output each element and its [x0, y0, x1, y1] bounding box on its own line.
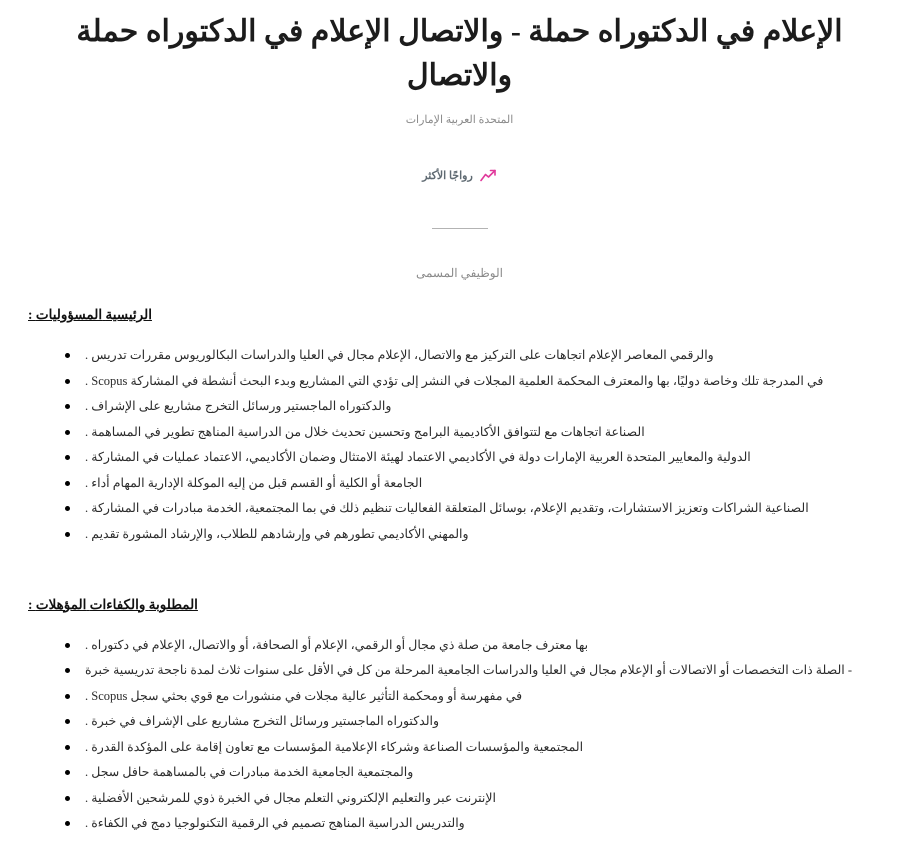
- sections: [28, 307, 879, 830]
- section: [28, 307, 879, 541]
- section-heading: : المسؤوليات الرئيسية: [28, 307, 152, 322]
- list-item: . الإشراف على مشاريع التخرج ورسائل الماجستير والدكتوراه: [28, 400, 879, 413]
- section-items: [28, 349, 879, 541]
- job-title-label: المسمى الوظيفي: [415, 266, 503, 280]
- list-item: . دكتوراه في الإعلام والاتصال، أو الصحافة، أو الإعلام الرقمي، أو مجال ذي صلة من جامعة معترف بها: [28, 639, 879, 652]
- page-title: حملة الدكتوراه في الإعلام والاتصال - حملة الدكتوراه في الإعلام والاتصال: [76, 15, 843, 92]
- trending-label: الأكثر رواجًا: [422, 170, 473, 182]
- location-label: الإمارات العربية المتحدة: [405, 114, 514, 126]
- trending-up-icon: [480, 169, 497, 182]
- list-item: خبرة تدريسية ناجحة لمدة ثلاث سنوات على الأقل في كل من المرحلة الجامعية والدراسات العليا في مجال الإعلام أو الاتصالات أو التخصصات ذات الصلة -: [28, 664, 879, 677]
- trending-badge: [0, 169, 919, 182]
- section: [28, 597, 879, 831]
- section-divider: [432, 228, 488, 229]
- section-heading: : المؤهلات والكفاءات المطلوبة: [28, 596, 198, 612]
- list-item: . الكفاءة في دمج التكنولوجيا الرقمية في تصميم المناهج الدراسية والتدريس: [28, 817, 879, 830]
- list-item: . Scopus سجل بحثي قوي مع منشورات في مجلات عالية التأثير ومحكمة أو مفهرسة في: [28, 690, 879, 703]
- list-item: . سجل حافل بالمساهمة في مبادرات الخدمة الجامعية والمجتمعية: [28, 766, 879, 779]
- list-item: . المساهمة في تطوير المناهج الدراسية من خلال تحديث وتحسين البرامج الأكاديمية لتتوافق مع اتجاهات الصناعة: [28, 426, 879, 439]
- list-item: . الأفضلية للمرشحين ذوي الخبرة في مجال التعلم الإلكتروني والتعليم عبر الإنترنت: [28, 792, 879, 805]
- list-item: . القدرة المؤكدة على إقامة تعاون مع المؤسسات الإعلامية وشركاء الصناعة والمؤسسات المجتمعية: [28, 741, 879, 754]
- list-item: . تقديم المشورة والإرشاد للطلاب، وإرشادهم في تطورهم الأكاديمي والمهني: [28, 528, 879, 541]
- list-item: . أداء المهام الإدارية الموكلة إليه من قبل القسم أو الكلية أو الجامعة: [28, 477, 879, 490]
- list-item: . خبرة في الإشراف على مشاريع التخرج ورسائل الماجستير والدكتوراه: [28, 715, 879, 728]
- list-item: . المشاركة في عمليات الاعتماد الأكاديمي، وضمان الامتثال لهيئة الاعتماد الأكاديمي في دولة الإمارات العربية المتحدة والمعايير الدولية: [28, 451, 879, 464]
- list-item: . المشاركة في مبادرات الخدمة المجتمعية، بما في ذلك تنظيم الفعاليات المتعلقة بوسائل الإعلام، وتقديم الاستشارات، وتعزيز الشراكات الصناعية: [28, 502, 879, 515]
- list-item: . تدريس مقررات البكالوريوس والدراسات العليا في مجال الإعلام والاتصال، مع التركيز على اتجاهات الإعلام المعاصر والرقمي: [28, 349, 879, 362]
- list-item: . Scopus المشاركة في أنشطة البحث وبدء المشاريع التي تؤدي إلى النشر في المجلات العلمية المحكمة والمعترف بها دوليًا، وخاصة تلك المدرجة في: [28, 375, 879, 388]
- section-items: [28, 639, 879, 831]
